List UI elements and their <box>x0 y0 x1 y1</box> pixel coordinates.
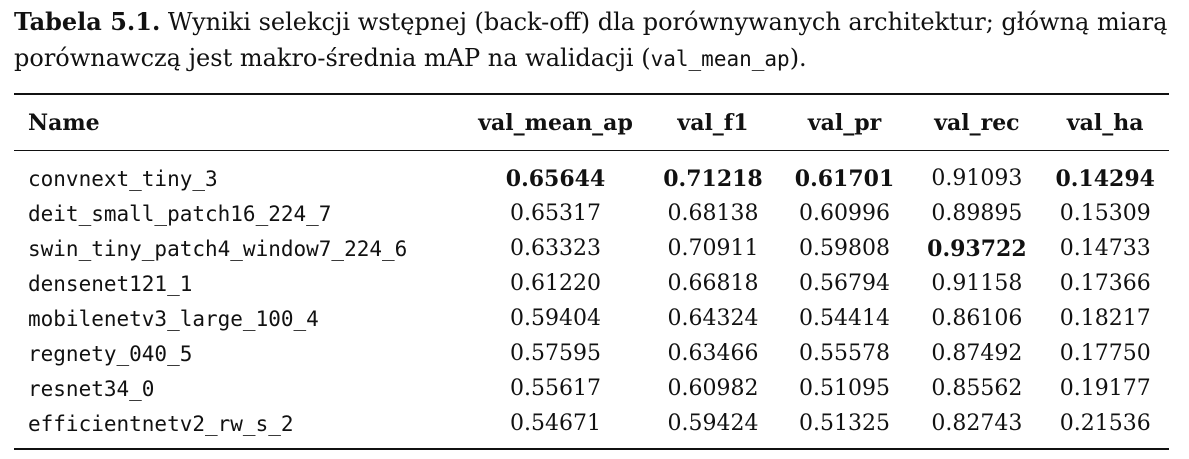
table-row <box>14 406 1169 449</box>
metric-cell-val-ha: 0.15309 <box>1059 201 1151 226</box>
metric-cell-val-mean-ap: 0.59404 <box>510 306 602 331</box>
metric-cell-val-rec: 0.87492 <box>931 341 1023 366</box>
metric-cell-val-f1: 0.64324 <box>667 306 759 331</box>
metric-cell-val-f1: 0.63466 <box>667 341 759 366</box>
table-row <box>14 371 1169 406</box>
table-row <box>14 196 1169 231</box>
metric-cell-val-mean-ap: 0.65644 <box>505 165 606 192</box>
caption-text: Wyniki selekcji wstępnej (back-off) dla porównywanych architektur; główną miarą porównawczą jest makro-średnia mAP na walidacji ( <box>14 8 1168 72</box>
table-caption <box>14 4 1174 77</box>
metric-cell-val-mean-ap: 0.55617 <box>510 376 602 401</box>
metric-cell-val-pr: 0.55578 <box>799 341 891 366</box>
metric-cell-val-pr: 0.61701 <box>794 165 895 192</box>
metric-cell-val-rec: 0.91158 <box>931 271 1023 296</box>
metric-cell-val-pr: 0.54414 <box>799 306 891 331</box>
metric-cell-val-f1: 0.68138 <box>667 201 759 226</box>
metric-cell-val-rec: 0.93722 <box>927 235 1027 262</box>
metric-cell-val-mean-ap: 0.63323 <box>510 236 602 261</box>
metric-cell-val-pr: 0.51095 <box>799 376 891 401</box>
metric-cell-val-mean-ap: 0.54671 <box>510 411 602 436</box>
model-name-cell: deit_small_patch16_224_7 <box>28 201 332 226</box>
metric-cell-val-mean-ap: 0.57595 <box>510 341 602 366</box>
column-header-val-rec: val_rec <box>912 94 1041 151</box>
metric-cell-val-rec: 0.91093 <box>931 166 1023 191</box>
table-row <box>14 151 1169 197</box>
model-name-cell: regnety_040_5 <box>28 341 193 366</box>
metric-cell-val-rec: 0.86106 <box>931 306 1023 331</box>
metric-cell-val-f1: 0.59424 <box>667 411 759 436</box>
caption-end: ). <box>789 44 807 72</box>
column-header-val-pr: val_pr <box>777 94 913 151</box>
model-name-cell: swin_tiny_patch4_window7_224_6 <box>28 236 408 261</box>
metric-cell-val-mean-ap: 0.61220 <box>510 271 602 296</box>
metric-cell-val-ha: 0.14294 <box>1055 165 1155 192</box>
metric-cell-val-pr: 0.56794 <box>799 271 891 296</box>
column-header-name: Name <box>14 94 462 151</box>
model-name-cell: mobilenetv3_large_100_4 <box>28 306 319 331</box>
table-row <box>14 231 1169 266</box>
metric-cell-val-ha: 0.18217 <box>1059 306 1151 331</box>
metric-cell-val-ha: 0.17366 <box>1059 271 1151 296</box>
table-row <box>14 301 1169 336</box>
model-name-cell: efficientnetv2_rw_s_2 <box>28 411 294 436</box>
metric-cell-val-ha: 0.21536 <box>1059 411 1151 436</box>
metric-cell-val-rec: 0.85562 <box>931 376 1023 401</box>
caption-code: val_mean_ap <box>650 47 790 71</box>
metric-cell-val-f1: 0.70911 <box>667 236 759 261</box>
header-row <box>14 94 1169 151</box>
metric-cell-val-mean-ap: 0.65317 <box>510 201 602 226</box>
model-name-cell: convnext_tiny_3 <box>28 166 218 191</box>
metric-cell-val-pr: 0.59808 <box>799 236 891 261</box>
table-body <box>14 151 1169 450</box>
metric-cell-val-ha: 0.19177 <box>1059 376 1151 401</box>
table-row <box>14 266 1169 301</box>
metric-cell-val-rec: 0.82743 <box>931 411 1023 436</box>
metric-cell-val-ha: 0.17750 <box>1059 341 1151 366</box>
metric-cell-val-f1: 0.60982 <box>667 376 759 401</box>
metric-cell-val-f1: 0.71218 <box>663 165 763 192</box>
metric-cell-val-pr: 0.51325 <box>799 411 891 436</box>
metric-cell-val-pr: 0.60996 <box>799 201 891 226</box>
column-header-val-f1: val_f1 <box>649 94 777 151</box>
column-header-val-ha: val_ha <box>1041 94 1169 151</box>
table-row <box>14 336 1169 371</box>
model-name-cell: densenet121_1 <box>28 271 193 296</box>
metric-cell-val-ha: 0.14733 <box>1059 236 1151 261</box>
metric-cell-val-f1: 0.66818 <box>667 271 759 296</box>
column-header-val-mean-ap: val_mean_ap <box>462 94 649 151</box>
model-name-cell: resnet34_0 <box>28 376 155 401</box>
metric-cell-val-rec: 0.89895 <box>931 201 1023 226</box>
results-table <box>14 93 1169 450</box>
caption-label: Tabela 5.1. <box>14 7 161 36</box>
